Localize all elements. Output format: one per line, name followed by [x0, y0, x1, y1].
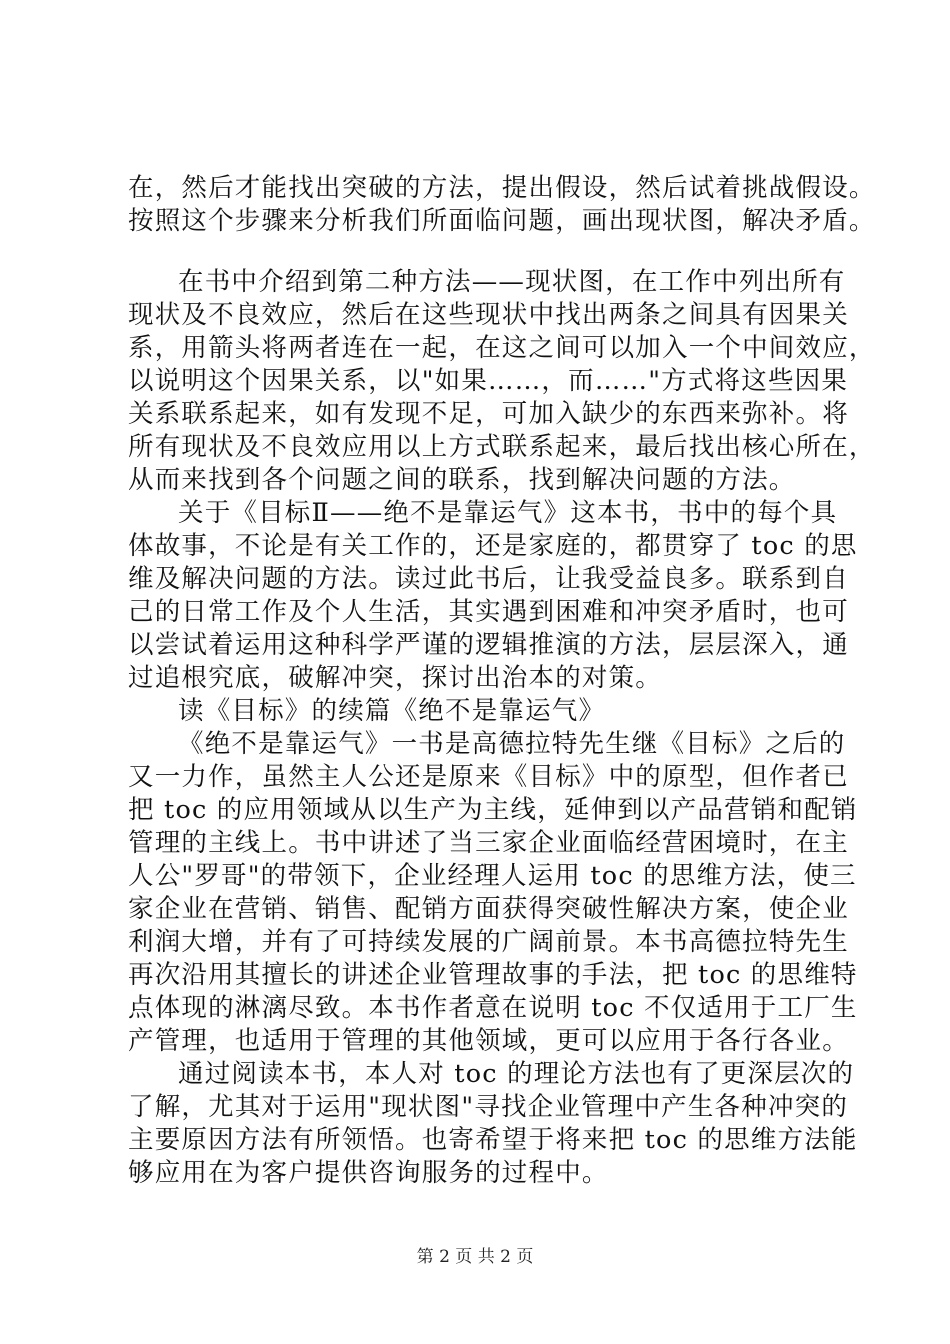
text-line: 够应用在为客户提供咨询服务的过程中。 [128, 1158, 609, 1188]
text-line: 过追根究底，破解冲突，探讨出治本的对策。 [128, 663, 663, 693]
text-line: 了解，尤其对于运用"现状图"寻找企业管理中产生各种冲突的 [128, 1092, 849, 1122]
paragraph-start-line: 在书中介绍到第二种方法——现状图，在工作中列出所有 [178, 267, 846, 297]
page-number-footer: 第 2 页 共 2 页 [416, 1247, 534, 1267]
text-line: 人公"罗哥"的带领下，企业经理人运用 toc 的思维方法，使三 [128, 861, 857, 891]
text-line: 在，然后才能找出突破的方法，提出假设，然后试着挑战假设。 [128, 173, 876, 203]
text-line: 体故事，不论是有关工作的，还是家庭的，都贯穿了 toc 的思 [128, 531, 858, 561]
text-line: 现状及不良效应，然后在这些现状中找出两条之间具有因果关 [128, 300, 849, 330]
text-line: 己的日常工作及个人生活，其实遇到困难和冲突矛盾时，也可 [128, 597, 849, 627]
paragraph-start-line: 通过阅读本书，本人对 toc 的理论方法也有了更深层次的 [178, 1059, 855, 1089]
text-line: 维及解决问题的方法。读过此书后，让我受益良多。联系到自 [128, 564, 849, 594]
text-line: 管理的主线上。书中讲述了当三家企业面临经营困境时，在主 [128, 828, 849, 858]
paragraph-start-line: 关于《目标Ⅱ——绝不是靠运气》这本书，书中的每个具 [178, 498, 838, 528]
text-line: 关系联系起来，如有发现不足，可加入缺少的东西来弥补。将 [128, 399, 849, 429]
section-title: 读《目标》的续篇《绝不是靠运气》 [178, 696, 606, 726]
text-line: 主要原因方法有所领悟。也寄希望于将来把 toc 的思维方法能 [128, 1125, 858, 1155]
text-line: 所有现状及不良效应用以上方式联系起来，最后找出核心所在， [128, 432, 876, 462]
text-line: 利润大增，并有了可持续发展的广阔前景。本书高德拉特先生 [128, 927, 849, 957]
text-line: 按照这个步骤来分析我们所面临问题，画出现状图，解决矛盾。 [128, 206, 876, 236]
text-line: 系，用箭头将两者连在一起，在这之间可以加入一个中间效应， [128, 333, 876, 363]
text-line: 以说明这个因果关系，以"如果……，而……"方式将这些因果 [128, 366, 849, 396]
text-line: 从而来找到各个问题之间的联系，找到解决问题的方法。 [128, 465, 796, 495]
text-line: 家企业在营销、销售、配销方面获得突破性解决方案，使企业 [128, 894, 849, 924]
text-line: 把 toc 的应用领域从以生产为主线，延伸到以产品营销和配销 [128, 795, 858, 825]
paragraph-start-line: 《绝不是靠运气》一书是高德拉特先生继《目标》之后的 [178, 729, 846, 759]
text-line: 再次沿用其擅长的讲述企业管理故事的手法，把 toc 的思维特 [128, 960, 858, 990]
text-line: 又一力作，虽然主人公还是原来《目标》中的原型，但作者已 [128, 762, 849, 792]
text-line: 产管理，也适用于管理的其他领域，更可以应用于各行各业。 [128, 1026, 849, 1056]
text-line: 点体现的淋漓尽致。本书作者意在说明 toc 不仅适用于工厂生 [128, 993, 858, 1023]
text-line: 以尝试着运用这种科学严谨的逻辑推演的方法，层层深入，通 [128, 630, 849, 660]
